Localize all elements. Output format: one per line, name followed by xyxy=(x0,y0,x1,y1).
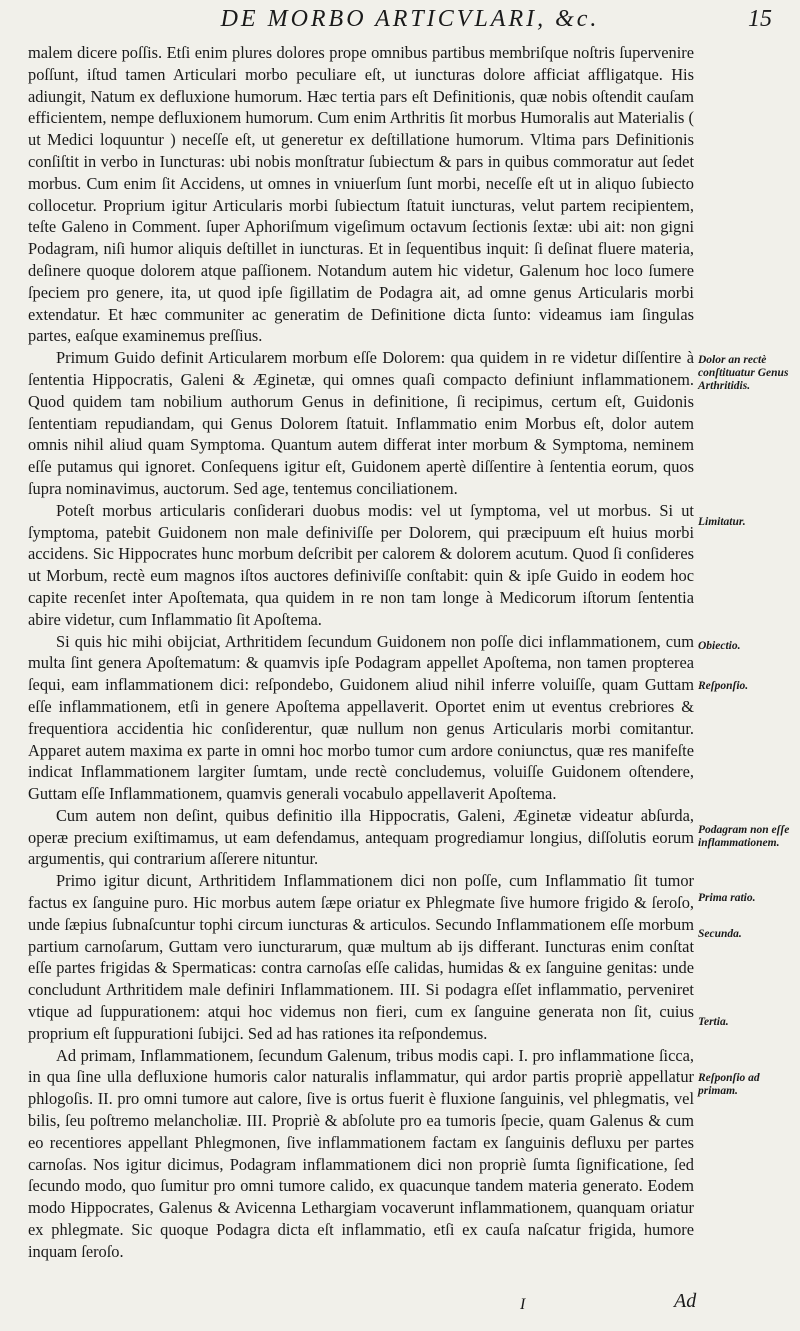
running-head: DE MORBO ARTICVLARI, &c. xyxy=(220,6,600,32)
margin-note-responsio-ad-primam: Reſponſio ad primam. xyxy=(698,1072,760,1097)
margin-note-dolor: Dolor an rectè conſtituatur Genus Arthritidis. xyxy=(698,354,789,392)
margin-note-responsio: Reſponſio. xyxy=(698,680,749,692)
catchword: Ad xyxy=(674,1290,697,1312)
signature-mark: I xyxy=(520,1296,526,1313)
paragraph-6: Primo igitur dicunt, Arthritidem Inflammationem dici non poſſe, cum Inflammatio ſit tumor factus ex ſanguine puro. Hic morbus autem ſæpe oriatur ex Phlegmate ſive humore frigido & ſeroſo, unde ſæpius ſubnaſcuntur tophi circum iuncturas & articulos. Secundo Inflammationem eſſe morbum partium carnoſarum, Guttam vero iuncturarum, quæ multum ab ijs differant. Iuncturas enim conſtat eſſe partes frigidas & Spermaticas: contra carnoſas eſſe calidas, humidas & ex ſanguine genitas: unde concludunt Arthritidem male definiri Inflammationem. III. Si podagra eſſet inflammatio, perveniret vtique ad ſuppurationem: atqui hoc videmus non fieri, cum ex ſanguine generata non ſit, cuius proprium eſt ſuppurationi ſubijci. Sed ad has rationes ita reſpondemus. xyxy=(28,871,694,1043)
margin-note-podagram: Podagram non eſſe inflammationem. xyxy=(698,824,790,849)
paragraph-3: Poteſt morbus articularis conſiderari duobus modis: vel ut ſymptoma, vel ut morbus. Si ut ſymptoma, patebit Guidonem non male definiviſſe per Dolorem, qui præcipuum eſt huius morbi accidens. Sic Hippocrates hunc morbum deſcribit per calorem & dolorem acutum. Quod ſi conſideres ut Morbum, rectè eum magnos iſtos auctores definiviſſe conſtabit: quin & ipſe Guido in eodem hoc capite recenſet inter Apoſtemata, qua quidem in re non tam longe à Medicorum iſtorum ſententia abire videtur, cum Inflammatio ſit Apoſtema. xyxy=(28,500,694,629)
margin-note-tertia: Tertia. xyxy=(698,1016,729,1028)
paragraph-4: Si quis hic mihi obijciat, Arthritidem ſecundum Guidonem non poſſe dici inflammationem, cum multa ſint genera Apoſtematum: & quamvis ipſe Podagram appellet Apoſtema, non tamen propterea ſequi, eam inflammationem dici: reſpondebo, Guidonem aliud nihil inferre voluiſſe, quam Guttam eſſe inflammationem, etſi in genere Apoſtema appellaverit. Oportet enim ut eventus crebriores & frequentiora accidentia hic conſiderentur, quæ nullum non genus Articularis morbi comitantur. Apparet autem maxima ex parte in omni hoc morbo tumor cum ardore coniunctus, quæ res manifeſte indicat Inflammationem largiter ſumtam, unde rectè concludemus, voluiſſe Guidonem oſtendere, Guttam eſſe Inflammationem, quamvis generali vocabulo appellaverit Apoſtema. xyxy=(28,631,694,804)
page-number: 15 xyxy=(748,6,772,32)
paragraph-5: Cum autem non deſint, quibus definitio illa Hippocratis, Galeni, Æginetæ videatur abſurda, operæ precium exiſtimamus, ut eam defendamus, antequam progrediamur longius, diſſolutis eorum argumentis, qui contrarium aſſerere nituntur. xyxy=(28,805,694,869)
margin-note-limitatur: Limitatur. xyxy=(698,516,746,528)
paragraph-7: Ad primam, Inflammationem, ſecundum Galenum, tribus modis capi. I. pro inflammatione ſicca, in qua ſine ulla defluxione humoris calor naturalis inflammatur, qui ardor partis propriè appellatur phlogoſis. II. pro omni tumore aut calore, ſive is ortus fuerit è fluxione ſanguinis, vel phlegmatis, vel bilis, ſeu poſtremo melancholiæ. III. Propriè & abſolute pro ea tumoris ſpecie, quam Galenus & cum eo recentiores appellant Phlegmonen, ſive inflammationem factam ex ſanguinis defluxu per partes carnoſas. Nos igitur dicimus, Podagram inflammationem dici non propriè ſumta ſignificatione, ſed ſecundo modo, quo ſumitur pro omni tumore calido, ex quacunque tandem materia generato. Eodem modo Hippocrates, Galenus & Avicenna Lethargiam vocaverunt inflammationem, quanquam oriatur ex phlegmate. Sic quoque Podagra dicta eſt inflammatio, etſi ex cauſa naſcatur frigida, humore inquam ſeroſo. xyxy=(28,1045,694,1261)
body-text xyxy=(28,42,694,1263)
paragraph-1: malem dicere poſſis. Etſi enim plures dolores prope omnibus partibus membriſque noſtris ſupervenire poſſunt, iſtud tamen Articulari morbo peculiare eſt, ut iuncturas dolore afficiat affligatque. His adiungit, Natum ex defluxione humorum. Hæc tertia pars eſt Definitionis, quæ nobis oſtendit cauſam efficientem, nempe defluxionem humorum. Cum enim Arthritis ſit morbus Humoralis aut Materialis ( ut Medici loquuntur ) neceſſe eſt, ut generetur ex deſtillatione humorum. Vltima pars Definitionis conſiſtit in verbo in Iuncturas: ubi nobis monſtratur ſubiectum & pars in quibus commoratur aut ſedet morbus. Cum enim ſit Accidens, ut omnes in vniuerſum ſunt morbi, neceſſe eſt ut in aliquo ſubiecto collocetur. Proprium igitur Articularis morbi ſubiectum ſtatuit iuncturas, velut partem recipientem, teſte Galeno in Comment. ſuper Aphoriſmum vigeſimum octavum ſectionis ſextæ: ubi ait: non gigni Podagram, niſi humor aliquis deſtillet in iuncturas. Et in ſequentibus inquit: ſi deſinat fluere materia, deſinere quoque dolorem atque paſſionem. Notandum autem hic videtur, Galenum hoc loco ſumere ſpeciem pro genere, ita, ut quod ipſe ſigillatim de Podagra ait, ad omne genus Articularis morbi extendatur. Et hæc communiter ac generatim de Definitione dicta ſunto: videamus iam ſingulas partes, eaſque examinemus preſſius. xyxy=(28,43,694,346)
margin-note-secunda: Secunda. xyxy=(698,928,742,940)
margin-note-obiectio: Obiectio. xyxy=(698,640,741,652)
paragraph-2: Primum Guido definit Articularem morbum eſſe Dolorem: qua quidem in re videtur diſſentire à ſententia Hippocratis, Galeni & Æginetæ, qui omnes quaſi compacto definiunt inflammationem. Quod quidem tam nobilium authorum Genus in definitione, ſi recipimus, certum eſt, Guidonis ſententiam repudiandam, qui Genus Dolorem ſtatuit. Inflammatio enim Morbus eſt, dolor autem omnis nihil aliud quam Symptoma. Quantum autem differat inter morbum & Symptoma, neminem eſſe putamus qui ignoret. Conſequens igitur eſt, Guidonem apertè diſſentire à ſententia eorum, quos ſupra nominavimus, auctorum. Sed age, tentemus conciliationem. xyxy=(28,348,694,498)
margin-note-prima-ratio: Prima ratio. xyxy=(698,892,756,904)
